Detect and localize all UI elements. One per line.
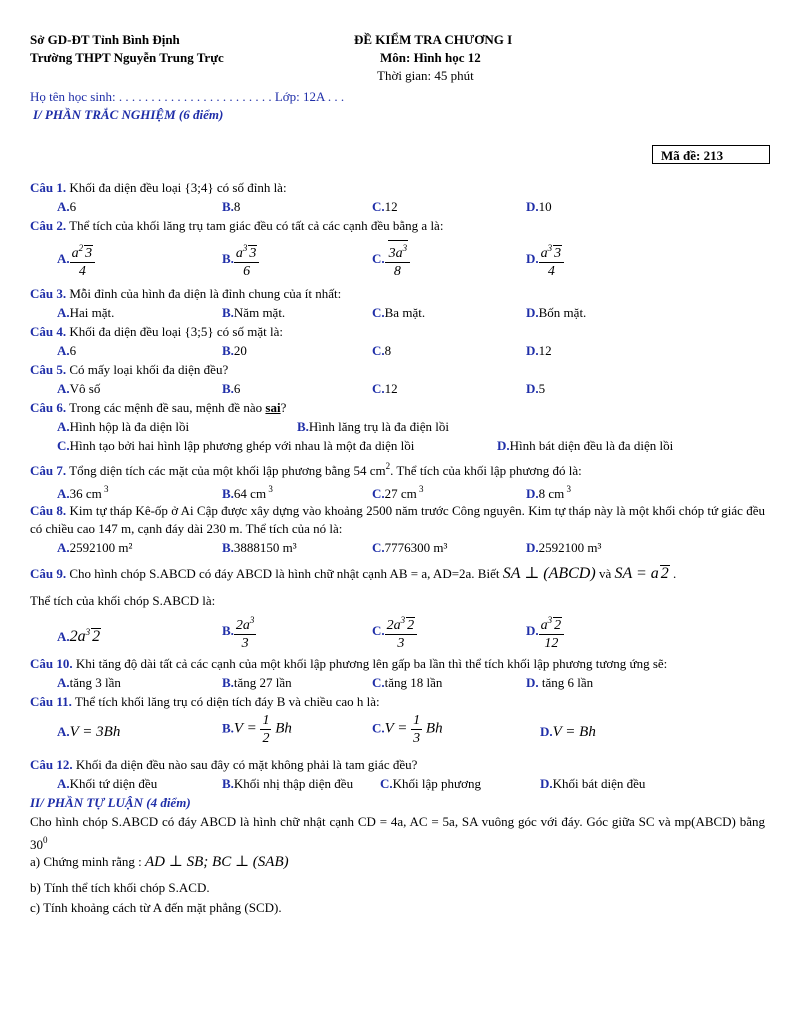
exam-title: ĐỀ KIỂM TRA CHƯƠNG I xyxy=(354,32,513,47)
question-12: Câu 12. Khối đa diện đều nào sau đây có mặt không phải là tam giác đều? xyxy=(30,757,418,772)
q10-option-d[interactable]: D. tăng 6 lần xyxy=(526,675,594,690)
question-11: Câu 11. Thể tích khối lăng trụ có diện tích đáy B và chiều cao h là: xyxy=(30,694,380,709)
q5-option-a[interactable]: A.Vô số xyxy=(57,381,101,396)
q12-option-b[interactable]: B.Khối nhị thập diện đều xyxy=(222,776,354,791)
question-5: Câu 5. Có mấy loại khối đa diện đều? xyxy=(30,362,229,377)
question-2: Câu 2. Thể tích của khối lăng trụ tam giác đều có tất cả các cạnh đều bằng a là: xyxy=(30,218,444,233)
q5-option-d[interactable]: D.5 xyxy=(526,381,546,396)
question-10: Câu 10. Khi tăng độ dài tất cả các cạnh của một khối lập phương lên gấp ba lần thì thể tích khối lập phương tương ứng sẽ: xyxy=(30,656,668,671)
q3-option-b[interactable]: B.Năm mặt. xyxy=(222,305,286,320)
q4-option-b[interactable]: B.20 xyxy=(222,343,247,358)
q5-option-b[interactable]: B.6 xyxy=(222,381,241,396)
q6-option-c[interactable]: C.Hình tạo bởi hai hình lập phương ghép với nhau là một đa diện lồi xyxy=(57,438,415,453)
q2-option-c[interactable]: C. $\frac{3a^3}{8}$ xyxy=(372,240,410,280)
q8-option-c[interactable]: C.7776300 m³ xyxy=(372,540,448,555)
q12-option-d[interactable]: D.Khối bát diện đều xyxy=(540,776,646,791)
q5-option-c[interactable]: C.12 xyxy=(372,381,398,396)
q7-option-b[interactable]: B.64 cm $^3$ xyxy=(222,484,273,501)
question-4: Câu 4. Khối đa diện đều loại {3;5} có số mặt là: xyxy=(30,324,283,339)
q1-option-c[interactable]: C.12 xyxy=(372,199,398,214)
q3-option-c[interactable]: C.Ba mặt. xyxy=(372,305,426,320)
q11-option-b[interactable]: B.V = $\frac{1}{2}$ Bh xyxy=(222,713,292,746)
q2-option-d[interactable]: D. $\frac{a^3 3}{4}$ xyxy=(526,240,564,280)
part1-title: I/ PHẦN TRẮC NGHIỆM (6 điểm) xyxy=(33,107,224,122)
question-3: Câu 3. Mỗi đỉnh của hình đa diện là đỉnh chung của ít nhất: xyxy=(30,286,342,301)
exam-code-box: Mã đề: 213 xyxy=(652,145,770,164)
question-9-line2: Thể tích của khối chóp S.ABCD là: xyxy=(30,593,216,608)
q7-option-a[interactable]: A.36 cm $^3$ xyxy=(57,484,109,501)
q4-option-d[interactable]: D.12 xyxy=(526,343,552,358)
q2-option-a[interactable]: A. $\frac{a^2 3}{4}$ xyxy=(57,240,95,280)
q11-option-a[interactable]: A.V = 3Bh xyxy=(57,724,121,740)
question-7: Câu 7. Tổng diện tích các mặt của một khối lập phương bằng 54 $cm^2$. Thể tích của khối lập phương đó là: xyxy=(30,461,582,478)
q9-option-c[interactable]: C. $\frac{2a^3 2}{3}$ xyxy=(372,612,417,652)
q6-option-a[interactable]: A.Hình hộp là đa diện lồi xyxy=(57,419,190,434)
part2-intro: Cho hình chóp S.ABCD có đáy ABCD là hình chữ nhật cạnh CD = 4a, AC = 5a, SA vuông góc với đáy. Góc giữa SC và mp(ABCD) bằng $30^0$ xyxy=(30,814,765,852)
q9-option-b[interactable]: B. $\frac{2a^3}{3}$ xyxy=(222,612,256,652)
q12-option-c[interactable]: C.Khối lập phương xyxy=(380,776,481,791)
q1-option-d[interactable]: D.10 xyxy=(526,199,552,214)
q1-option-b[interactable]: B.8 xyxy=(222,199,241,214)
q8-option-b[interactable]: B.3888150 m³ xyxy=(222,540,297,555)
department-name: Sở GD-ĐT Tỉnh Bình Định xyxy=(30,32,180,47)
q10-option-c[interactable]: C.tăng 18 lần xyxy=(372,675,443,690)
q2-option-b[interactable]: B. $\frac{a^3 3}{6}$ xyxy=(222,240,259,280)
q8-option-a[interactable]: A.2592100 m² xyxy=(57,540,133,555)
part2-item-b: b) Tính thể tích khối chóp S.ACD. xyxy=(30,880,210,895)
part2-title: II/ PHẦN TỰ LUẬN (4 điểm) xyxy=(30,795,191,810)
part2-item-a: a) Chứng minh rằng : AD ⊥ SB; BC ⊥ (SAB) xyxy=(30,854,289,870)
time-limit: Thời gian: 45 phút xyxy=(377,68,474,83)
q3-option-a[interactable]: A.Hai mặt. xyxy=(57,305,115,320)
q4-option-c[interactable]: C.8 xyxy=(372,343,392,358)
question-6: Câu 6. Trong các mệnh đề sau, mệnh đề nào sai? xyxy=(30,400,287,415)
subject: Môn: Hình học 12 xyxy=(380,50,481,65)
q11-option-d[interactable]: D.V = Bh xyxy=(540,724,596,740)
school-name: Trường THPT Nguyễn Trung Trực xyxy=(30,50,224,65)
q4-option-a[interactable]: A.6 xyxy=(57,343,77,358)
q7-option-d[interactable]: D.8 cm $^3$ xyxy=(526,484,572,501)
q9-option-a[interactable]: $A.2a^3$ 2 xyxy=(57,627,101,645)
q8-option-d[interactable]: D.2592100 m³ xyxy=(526,540,602,555)
q6-option-b[interactable]: B.Hình lăng trụ là đa điện lồi xyxy=(297,419,450,434)
q11-option-c[interactable]: C.V = $\frac{1}{3}$ Bh xyxy=(372,713,443,746)
question-9: Câu 9. Cho hình chóp S.ABCD có đáy ABCD là hình chữ nhật cạnh AB = a, AD=2a. Biết SA ⊥ (ABCD) và SA = a 2 . xyxy=(30,565,677,582)
question-1: Câu 1. Khối đa diện đều loại {3;4} có số đỉnh là: xyxy=(30,180,287,195)
student-info-line: Họ tên học sinh: . . . . . . . . . . . . . . . . . . . . . . . . Lớp: 12A . . . xyxy=(30,89,345,104)
q10-option-a[interactable]: A.tăng 3 lần xyxy=(57,675,121,690)
q10-option-b[interactable]: B.tăng 27 lần xyxy=(222,675,292,690)
part2-item-c: c) Tính khoảng cách từ A đến mặt phẳng (SCD). xyxy=(30,900,282,915)
q3-option-d[interactable]: D.Bốn mặt. xyxy=(526,305,587,320)
q6-option-d[interactable]: D.Hình bát diện đều là đa diện lồi xyxy=(497,438,674,453)
q1-option-a[interactable]: A.6 xyxy=(57,199,77,214)
q9-option-d[interactable]: D. $\frac{a^3 2}{12}$ xyxy=(526,612,564,652)
q7-option-c[interactable]: C.27 cm $^3$ xyxy=(372,484,424,501)
q12-option-a[interactable]: A.Khối tứ diện đều xyxy=(57,776,158,791)
question-8: Câu 8. Kim tự tháp Kê-ốp ở Ai Cập được xây dựng vào khoảng 2500 năm trước Công nguyên. Kim tự tháp này là một khối chóp tứ giác đều có chiều cao 147 m, cạnh đáy dài 230 m. Thể tích của nó là: xyxy=(30,503,765,536)
